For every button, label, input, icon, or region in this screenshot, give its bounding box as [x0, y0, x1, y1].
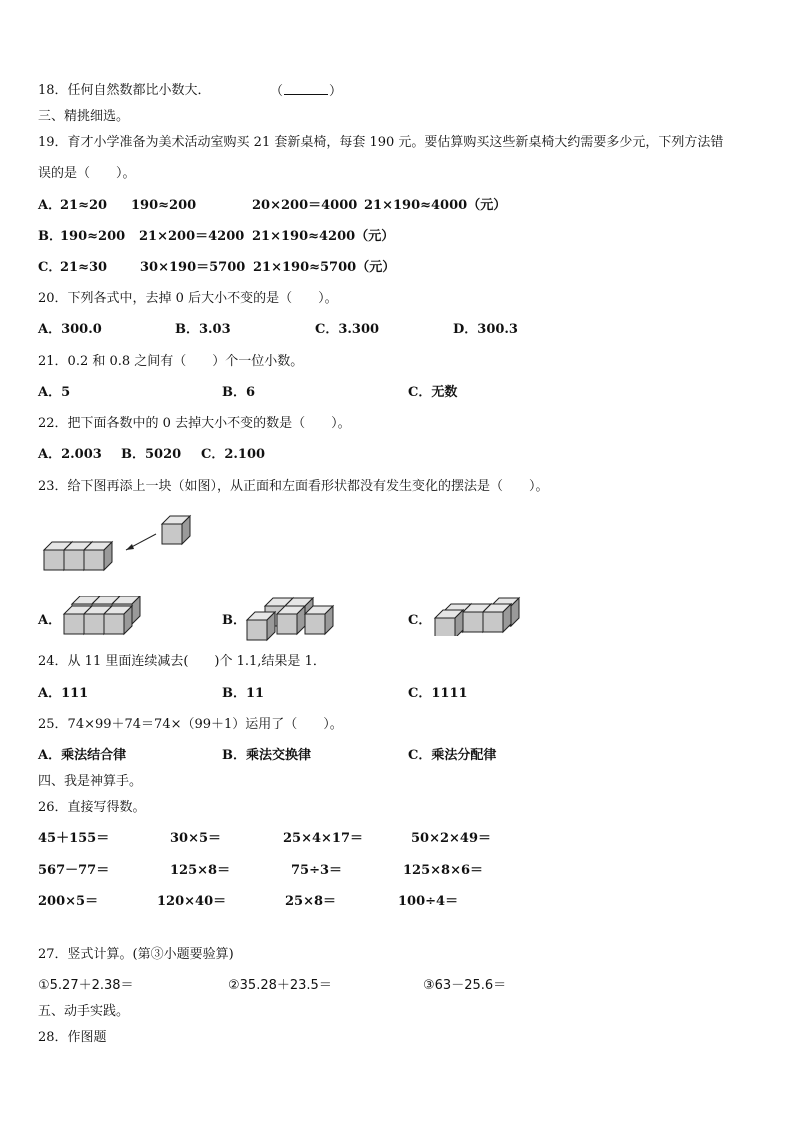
calc-r3-c1: 200×5＝ [38, 894, 99, 909]
option-23c: C． [408, 613, 432, 628]
option-23b-figure [245, 596, 341, 642]
question-27: 27．竖式计算。(第③小题要验算) [38, 947, 234, 962]
option-19a-part3: 20×200＝4000 [252, 198, 358, 213]
calc-r3-c3: 25×8＝ [285, 894, 337, 909]
question-25: 25．74×99＋74＝74×（99＋1）运用了（ ）。 [38, 717, 343, 732]
option-21c: C．无数 [408, 385, 458, 400]
question-22: 22．把下面各数中的 0 去掉大小不变的数是（ ）。 [38, 416, 351, 431]
calc-r2-c2: 125×8＝ [170, 863, 231, 878]
option-23a: A． [38, 613, 62, 628]
question-18 [38, 82, 211, 100]
calc-r2-c3: 75÷3＝ [291, 863, 343, 878]
question-19-line2: 误的是（ ）。 [38, 166, 136, 181]
option-20b: B．3.03 [175, 322, 231, 337]
question-20: 20．下列各式中，去掉 0 后大小不变的是（ ）。 [38, 291, 338, 306]
calc-r3-c4: 100÷4＝ [398, 894, 459, 909]
cube-diagram [40, 512, 200, 574]
blank-line [284, 82, 328, 95]
option-23b: B． [222, 613, 246, 628]
question-19-line1: 19．育才小学准备为美术活动室购买 21 套新桌椅，每套 190 元。要估算购买这些新桌椅大约需要多少元，下列方法错 [38, 135, 724, 150]
question-24: 24．从 11 里面连续减去( )个 1.1,结果是 1． [38, 654, 326, 669]
calc-r1-c1: 45＋155＝ [38, 831, 110, 846]
option-19a-part2: 190≈200 [131, 198, 197, 213]
option-22b: B．5020 [121, 447, 182, 462]
option-25c: C．乘法分配律 [408, 748, 497, 763]
vertical-calc-2: ②35.28＋23.5＝ [228, 978, 332, 993]
option-23c-figure [431, 596, 527, 636]
option-19b-label: B． [38, 229, 62, 244]
option-22a: A．2.003 [38, 447, 102, 462]
option-20c: C．3.300 [315, 322, 380, 337]
option-19b-part1: 190≈200 [60, 229, 126, 244]
option-19b-part3: 21×190≈4200（元） [252, 229, 395, 244]
option-19b-part2: 21×200＝4200 [139, 229, 245, 244]
calc-r2-c1: 567－77＝ [38, 863, 110, 878]
question-23: 23．给下图再添上一块（如图），从正面和左面看形状都没有发生变化的摆法是（ ）。 [38, 479, 549, 494]
section-5-heading: 五、动手实践。 [38, 1004, 130, 1019]
option-19c-label: C． [38, 260, 62, 275]
option-21a: A．5 [38, 385, 71, 400]
section-4-heading: 四、我是神算手。 [38, 774, 143, 789]
option-25b: B．乘法交换律 [222, 748, 311, 763]
option-25a: A．乘法结合律 [38, 748, 127, 763]
option-22c: C．2.100 [201, 447, 266, 462]
option-19a-part4: 21×190≈4000（元） [364, 198, 507, 213]
question-28: 28．作图题 [38, 1030, 107, 1045]
vertical-calc-1: ①5.27＋2.38＝ [38, 978, 134, 993]
option-19a-label: A． [38, 198, 62, 213]
calc-r2-c4: 125×8×6＝ [403, 863, 484, 878]
option-19a-part1: 21≈20 [60, 198, 108, 213]
option-19c-part3: 21×190≈5700（元） [253, 260, 396, 275]
option-23a-figure [62, 596, 152, 636]
option-20d: D．300.3 [453, 322, 518, 337]
calc-r1-c2: 30×5＝ [170, 831, 222, 846]
option-24c: C．1111 [408, 686, 468, 701]
option-24b: B．11 [222, 686, 265, 701]
question-21: 21．0.2 和 0.8 之间有（ ）个一位小数。 [38, 354, 304, 369]
option-20a: A．300.0 [38, 322, 102, 337]
calc-r1-c3: 25×4×17＝ [283, 831, 364, 846]
answer-blank-18: （ ） [270, 84, 343, 99]
option-24a: A．111 [38, 686, 89, 701]
vertical-calc-3: ③63－25.6＝ [423, 978, 507, 993]
question-26: 26．直接写得数。 [38, 800, 146, 815]
option-21b: B．6 [222, 385, 256, 400]
option-19c-part1: 21≈30 [60, 260, 108, 275]
option-19c-part2: 30×190＝5700 [140, 260, 246, 275]
question-18-text: 18．任何自然数都比小数大． [38, 83, 211, 98]
section-3-heading: 三、精挑细选。 [38, 109, 130, 124]
calc-r1-c4: 50×2×49＝ [411, 831, 492, 846]
calc-r3-c2: 120×40＝ [157, 894, 227, 909]
